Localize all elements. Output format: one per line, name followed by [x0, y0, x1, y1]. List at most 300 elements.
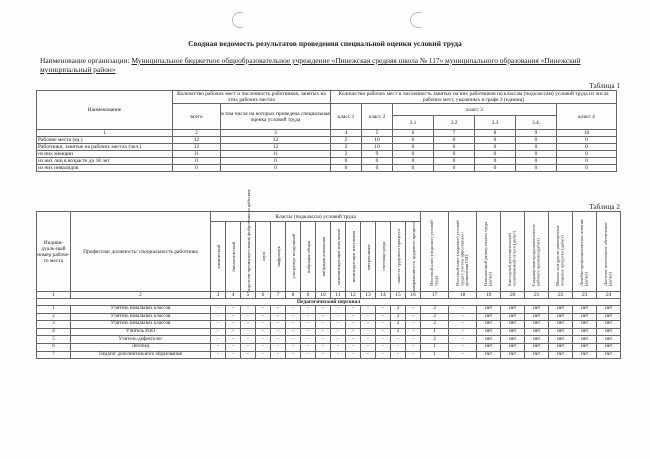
t2-cell: нет: [477, 351, 501, 359]
t2-cell: -: [361, 328, 376, 336]
t2-row-profession: Педагог дополнительного образования: [71, 351, 211, 359]
t2-cell: -: [286, 351, 301, 359]
t1-cell: 0: [221, 158, 331, 165]
t2-colnum: 1: [37, 292, 71, 299]
t2-cell: нет: [501, 336, 525, 344]
t2-cell: нет: [525, 343, 549, 351]
t2-colnum: 9: [301, 292, 316, 299]
t1-colnum: 10: [557, 130, 617, 137]
t1-row: [37, 151, 617, 158]
t1-cell: 0: [434, 151, 475, 158]
t2-cell: -: [361, 306, 376, 314]
t2-cell: -: [226, 343, 241, 351]
t1-cell: 0: [434, 165, 475, 172]
t2-header-comp-2: [501, 212, 525, 292]
t2-factor-header-7: [316, 222, 331, 292]
t2-cell: нет: [573, 313, 597, 321]
t2-cell: нет: [597, 321, 621, 329]
t2-cell: нет: [477, 306, 501, 314]
t2-cell: -: [331, 306, 346, 314]
t2-cell: -: [316, 343, 331, 351]
t2-cell: нет: [477, 343, 501, 351]
t2-row-id: 6: [37, 343, 71, 351]
t2-row-profession: Учитель начальных классов: [71, 321, 211, 329]
t2-cell: -: [376, 343, 391, 351]
t2-factor-label: шум: [260, 252, 266, 261]
t2-header-comp-6-label: Льготное пенсионное обеспечение (да/нет): [603, 222, 613, 286]
t2-cell: 2: [391, 321, 406, 329]
t1-cell: 0: [475, 137, 516, 144]
t2-factor-label: аэрозоли преимущественно фиброгенного действия: [245, 188, 251, 291]
t2-row-id: 3: [37, 321, 71, 329]
t2-cell: 1: [421, 343, 449, 351]
t2-cell: -: [449, 328, 477, 336]
t2-cell: -: [406, 351, 421, 359]
t2-colnum: 2: [71, 292, 211, 299]
t1-row-name: из них инвалидов: [37, 165, 173, 172]
t2-colnum: 12: [346, 292, 361, 299]
t1-cell: 0: [393, 137, 434, 144]
t2-cell: -: [286, 313, 301, 321]
t2-cell: нет: [501, 321, 525, 329]
t2-cell: нет: [525, 351, 549, 359]
t2-colnum: 8: [286, 292, 301, 299]
t2-cell: 2: [421, 321, 449, 329]
t1-colnum: 6: [393, 130, 434, 137]
t1-cell: 0: [362, 158, 393, 165]
t2-cell: нет: [549, 313, 573, 321]
t2-cell: -: [286, 328, 301, 336]
t1-cell: 0: [393, 151, 434, 158]
t2-header-comp-3: [525, 212, 549, 292]
t2-cell: -: [346, 343, 361, 351]
t2-factor-header-6: [301, 222, 316, 292]
t1-column-numbers: [37, 130, 617, 137]
t2-cell: -: [301, 343, 316, 351]
t2-cell: -: [406, 321, 421, 329]
t1-cell: 12: [173, 144, 221, 151]
t2-colnum: 15: [391, 292, 406, 299]
t2-cell: -: [271, 351, 286, 359]
t1-header-class4: класс 4: [557, 104, 617, 130]
t1-header-class2: класс 2: [362, 104, 393, 130]
t2-cell: нет: [597, 336, 621, 344]
t1-header-sub34: 3.4.: [516, 116, 557, 130]
t2-cell: -: [286, 321, 301, 329]
t2-cell: -: [376, 336, 391, 344]
t1-header-sub33: 3.3: [475, 116, 516, 130]
t2-cell: нет: [597, 343, 621, 351]
t2-cell: -: [406, 328, 421, 336]
t2-column-numbers: [37, 292, 621, 299]
t2-cell: нет: [549, 343, 573, 351]
t2-cell: -: [241, 343, 256, 351]
t2-cell: нет: [525, 313, 549, 321]
t1-colnum: 3: [221, 130, 331, 137]
t1-header-class-group: Количество рабочих мест и численность занятых на них работников по классам (подклассам) условий труда из числа рабочих мест, указанных в графе 3 (единиц): [331, 91, 617, 104]
t2-factor-header-9: [346, 222, 361, 292]
t2-factor-header-5: [286, 222, 301, 292]
t1-cell: 12: [221, 137, 331, 144]
t2-row: [37, 328, 621, 336]
t2-cell: -: [286, 306, 301, 314]
t2-cell: -: [449, 351, 477, 359]
t2-cell: -: [301, 328, 316, 336]
t2-cell: -: [286, 343, 301, 351]
t1-header-name: Наименование: [37, 91, 173, 130]
t2-cell: нет: [477, 336, 501, 344]
t2-cell: -: [211, 306, 226, 314]
t2-cell: нет: [549, 328, 573, 336]
t2-factor-header-13: [406, 222, 421, 292]
t2-cell: -: [331, 351, 346, 359]
t2-cell: -: [391, 343, 406, 351]
t1-cell: 2: [331, 144, 362, 151]
t2-cell: -: [241, 313, 256, 321]
t2-header-comp-1: [477, 212, 501, 292]
t1-cell: 11: [221, 151, 331, 158]
t2-cell: нет: [477, 321, 501, 329]
t2-cell: -: [271, 343, 286, 351]
t2-row: [37, 351, 621, 359]
t2-cell: -: [406, 343, 421, 351]
t2-cell: -: [316, 306, 331, 314]
t2-row-profession: Учитель-дефектолог: [71, 336, 211, 344]
t2-cell: -: [241, 321, 256, 329]
t2-cell: -: [226, 306, 241, 314]
t2-cell: нет: [573, 351, 597, 359]
t1-cell: 0: [173, 165, 221, 172]
t2-cell: -: [346, 313, 361, 321]
t2-cell: нет: [597, 306, 621, 314]
t2-cell: 2: [391, 328, 406, 336]
t1-cell: 0: [221, 165, 331, 172]
t2-colnum: 21: [525, 292, 549, 299]
t2-factor-label: ультразвук воздушный: [290, 234, 296, 279]
t1-cell: 0: [393, 158, 434, 165]
t2-cell: 2: [421, 336, 449, 344]
t2-cell: -: [331, 343, 346, 351]
t2-cell: -: [391, 351, 406, 359]
t2-cell: -: [301, 351, 316, 359]
t2-colnum: 14: [376, 292, 391, 299]
t2-cell: -: [376, 328, 391, 336]
t2-cell: нет: [501, 351, 525, 359]
t2-row: [37, 343, 621, 351]
organization-label: Наименование организации:: [40, 56, 130, 65]
t2-factor-header-12: [391, 222, 406, 292]
t2-cell: -: [301, 313, 316, 321]
t2-colnum: 5: [241, 292, 256, 299]
t2-cell: -: [226, 336, 241, 344]
t2-cell: -: [271, 313, 286, 321]
t2-cell: нет: [597, 328, 621, 336]
t1-colnum: 4: [331, 130, 362, 137]
t2-cell: нет: [501, 306, 525, 314]
t2-cell: -: [316, 328, 331, 336]
t2-header-comp-0-label: Итоговый класс (подкласс) условий труда с учетом эффективного применения СИЗ: [454, 219, 469, 286]
t2-row-id: 5: [37, 336, 71, 344]
t2-header-comp-1-label: Повышенный размер оплаты труда (да/нет): [483, 221, 493, 286]
t2-colnum: 10: [316, 292, 331, 299]
t2-cell: нет: [573, 336, 597, 344]
t2-cell: -: [331, 336, 346, 344]
t2-cell: 2: [421, 313, 449, 321]
t2-cell: -: [271, 336, 286, 344]
t2-cell: 1: [421, 351, 449, 359]
t2-cell: -: [316, 321, 331, 329]
t2-factor-label: вибрация локальная: [320, 236, 326, 277]
t2-row-profession: Учитель начальных классов: [71, 313, 211, 321]
t2-cell: -: [256, 336, 271, 344]
t2-cell: -: [226, 351, 241, 359]
t2-cell: -: [211, 343, 226, 351]
t2-factor-header-3: [256, 222, 271, 292]
t1-cell: 2: [331, 151, 362, 158]
t1-cell: 0: [173, 158, 221, 165]
t1-cell: 0: [434, 144, 475, 151]
t2-row-id: 2: [37, 313, 71, 321]
t2-factor-header-4: [271, 222, 286, 292]
t2-cell: нет: [525, 328, 549, 336]
t2-cell: -: [301, 336, 316, 344]
t1-header-class1: класс 1: [331, 104, 362, 130]
t2-cell: нет: [549, 321, 573, 329]
t2-cell: -: [331, 328, 346, 336]
t2-factor-label: неионизирующие излучения: [335, 228, 341, 285]
t1-cell: 0: [475, 144, 516, 151]
t2-cell: -: [256, 328, 271, 336]
t2-factor-header-10: [361, 222, 376, 292]
t2-cell: нет: [525, 306, 549, 314]
t1-cell: 0: [557, 137, 617, 144]
t2-colnum: 20: [501, 292, 525, 299]
t2-factor-header-0: [211, 222, 226, 292]
t2-factor-header-11: [376, 222, 391, 292]
t2-cell: -: [271, 306, 286, 314]
t1-cell: 0: [475, 158, 516, 165]
t2-cell: -: [316, 351, 331, 359]
t2-cell: -: [256, 321, 271, 329]
t1-cell: 0: [516, 151, 557, 158]
t2-cell: -: [449, 336, 477, 344]
t2-row-id: 1: [37, 306, 71, 314]
t2-cell: -: [361, 313, 376, 321]
t1-cell: 2: [331, 137, 362, 144]
t2-cell: -: [449, 321, 477, 329]
t2-cell: -: [406, 336, 421, 344]
t2-row: [37, 313, 621, 321]
summary-table: [36, 90, 617, 172]
t2-cell: -: [361, 343, 376, 351]
t2-cell: -: [211, 313, 226, 321]
t2-header-profession: Профессия/ должность/ специальность работника: [71, 212, 211, 292]
t2-cell: нет: [477, 328, 501, 336]
t2-factor-label: химический: [215, 244, 221, 269]
t2-header-classes: Классы (подклассы) условий труда: [211, 212, 421, 222]
organization-value: Муниципальное бюджетное общеобразовательное учреждение «Пинежская средняя школа № 117» муниципального образования «Пинежский муниципальный район»: [40, 56, 581, 74]
t2-cell: нет: [549, 306, 573, 314]
t1-header-class3: класс 3: [393, 104, 557, 116]
t2-cell: -: [211, 321, 226, 329]
t2-cell: -: [286, 336, 301, 344]
t2-header-comp-6: [597, 212, 621, 292]
t2-section-row: Педагогический персонал: [37, 299, 621, 306]
t1-row-name: из них женщин: [37, 151, 173, 158]
t2-cell: -: [256, 306, 271, 314]
t2-header-id: Индиви-дуаль-ный номер рабоче-го места: [37, 212, 71, 292]
t2-row: [37, 306, 621, 314]
t2-colnum: 4: [226, 292, 241, 299]
t1-cell: 0: [516, 137, 557, 144]
t2-colnum: 18: [449, 292, 477, 299]
t1-cell: 0: [557, 151, 617, 158]
t2-cell: -: [449, 306, 477, 314]
t2-cell: -: [376, 313, 391, 321]
t1-cell: 10: [362, 137, 393, 144]
t2-colnum: 24: [597, 292, 621, 299]
t2-cell: -: [346, 306, 361, 314]
t2-colnum: 7: [271, 292, 286, 299]
t2-cell: нет: [525, 321, 549, 329]
t2-cell: -: [256, 313, 271, 321]
t1-header-sub31: 3.1: [393, 116, 434, 130]
t2-cell: 2: [391, 306, 406, 314]
t2-cell: -: [316, 336, 331, 344]
t1-cell: 0: [557, 158, 617, 165]
t2-cell: -: [346, 328, 361, 336]
t2-factor-header-2: [241, 188, 256, 292]
t2-cell: -: [376, 306, 391, 314]
t1-row-name: Рабочие места (ед.): [37, 137, 173, 144]
t2-header-comp-4: [549, 212, 573, 292]
t2-row: [37, 336, 621, 344]
t2-cell: -: [226, 328, 241, 336]
t1-cell: 0: [557, 144, 617, 151]
table1-caption: Таблица 1: [589, 82, 620, 90]
t2-cell: нет: [573, 321, 597, 329]
t2-colnum: 19: [477, 292, 501, 299]
t2-factor-label: световая среда: [380, 242, 386, 271]
t1-header-count-group: Количество рабочих мест и численность работников, занятых на этих рабочих местах: [173, 91, 331, 104]
t2-cell: -: [256, 343, 271, 351]
t2-cell: -: [331, 321, 346, 329]
binder-hole-left: [232, 12, 243, 28]
t2-cell: -: [449, 313, 477, 321]
t2-colnum: 23: [573, 292, 597, 299]
t2-cell: -: [241, 336, 256, 344]
t2-cell: -: [211, 336, 226, 344]
t1-header-sout: в том числе на которых проведена специальная оценка условий труда: [221, 104, 331, 130]
t2-cell: -: [391, 336, 406, 344]
t1-row: [37, 158, 617, 165]
t1-colnum: 9: [516, 130, 557, 137]
page-title: Сводная ведомость результатов проведения специальной оценки условий труда: [188, 39, 462, 48]
t2-factor-label: напряженность трудового процесса: [410, 220, 416, 291]
t1-cell: 0: [434, 158, 475, 165]
t2-cell: -: [361, 321, 376, 329]
t2-cell: -: [376, 321, 391, 329]
t1-cell: 0: [516, 165, 557, 172]
t2-factor-label: микроклимат: [365, 243, 371, 270]
t2-cell: 1: [421, 328, 449, 336]
organization-block: [40, 56, 620, 74]
t2-cell: 2: [391, 313, 406, 321]
t2-header-final: [421, 212, 449, 292]
table2-caption: Таблица 2: [589, 203, 620, 211]
t1-cell: 0: [475, 165, 516, 172]
t2-cell: -: [226, 321, 241, 329]
t2-cell: -: [241, 328, 256, 336]
t2-cell: -: [211, 328, 226, 336]
t2-colnum: 13: [361, 292, 376, 299]
t2-factor-label: биологический: [230, 241, 236, 272]
t1-header-total: всего: [173, 104, 221, 130]
t1-cell: 0: [362, 165, 393, 172]
t2-cell: -: [361, 351, 376, 359]
t2-factor-label: ионизирующие излучения: [350, 230, 356, 283]
t1-cell: 0: [516, 144, 557, 151]
t1-cell: 0: [393, 144, 434, 151]
t2-cell: нет: [549, 336, 573, 344]
t1-row-name: Работники, занятые на рабочих местах (чел.): [37, 144, 173, 151]
t2-cell: нет: [501, 343, 525, 351]
t1-cell: 12: [173, 137, 221, 144]
t2-cell: -: [271, 328, 286, 336]
t2-colnum: 6: [256, 292, 271, 299]
t1-cell: 11: [173, 151, 221, 158]
t1-cell: 0: [331, 165, 362, 172]
t2-colnum: 16: [406, 292, 421, 299]
t2-header-final-label: Итоговый класс (подкласс) условий труда: [429, 219, 439, 286]
t2-row-profession: Учитель ИЗО: [71, 328, 211, 336]
t2-header-comp-0: [449, 212, 477, 292]
t2-row-profession: Логопед: [71, 343, 211, 351]
t2-cell: нет: [501, 328, 525, 336]
t2-cell: нет: [573, 306, 597, 314]
t2-cell: -: [226, 313, 241, 321]
t2-cell: нет: [597, 313, 621, 321]
t1-cell: 0: [393, 165, 434, 172]
t2-cell: нет: [597, 351, 621, 359]
t2-cell: нет: [501, 313, 525, 321]
t1-row: [37, 144, 617, 151]
t2-row-id: 4: [37, 328, 71, 336]
t2-cell: -: [316, 313, 331, 321]
t2-cell: -: [211, 351, 226, 359]
t1-cell: 0: [475, 151, 516, 158]
t1-row: [37, 137, 617, 144]
t1-cell: 9: [362, 151, 393, 158]
t2-cell: -: [406, 313, 421, 321]
t2-cell: -: [271, 321, 286, 329]
t2-cell: -: [241, 351, 256, 359]
t2-cell: -: [346, 321, 361, 329]
t2-header-comp-5: [573, 212, 597, 292]
t2-cell: -: [449, 343, 477, 351]
t1-cell: 0: [434, 137, 475, 144]
t2-header-comp-4-label: Молоко или другие равноценные пищевые продукты (да/нет): [555, 224, 565, 286]
t2-factor-label: вибрация общая: [305, 240, 311, 273]
t1-header-sub32: 3.2: [434, 116, 475, 130]
t2-colnum: 3: [211, 292, 226, 299]
t1-cell: 12: [221, 144, 331, 151]
t2-factor-label: инфразвук: [275, 246, 281, 267]
binder-hole-right: [410, 12, 421, 28]
t2-cell: нет: [573, 343, 597, 351]
t2-header-comp-2-label: Ежегодный дополнительный оплачиваемый отпуск (да/нет): [507, 230, 517, 286]
t1-colnum: 7: [434, 130, 475, 137]
